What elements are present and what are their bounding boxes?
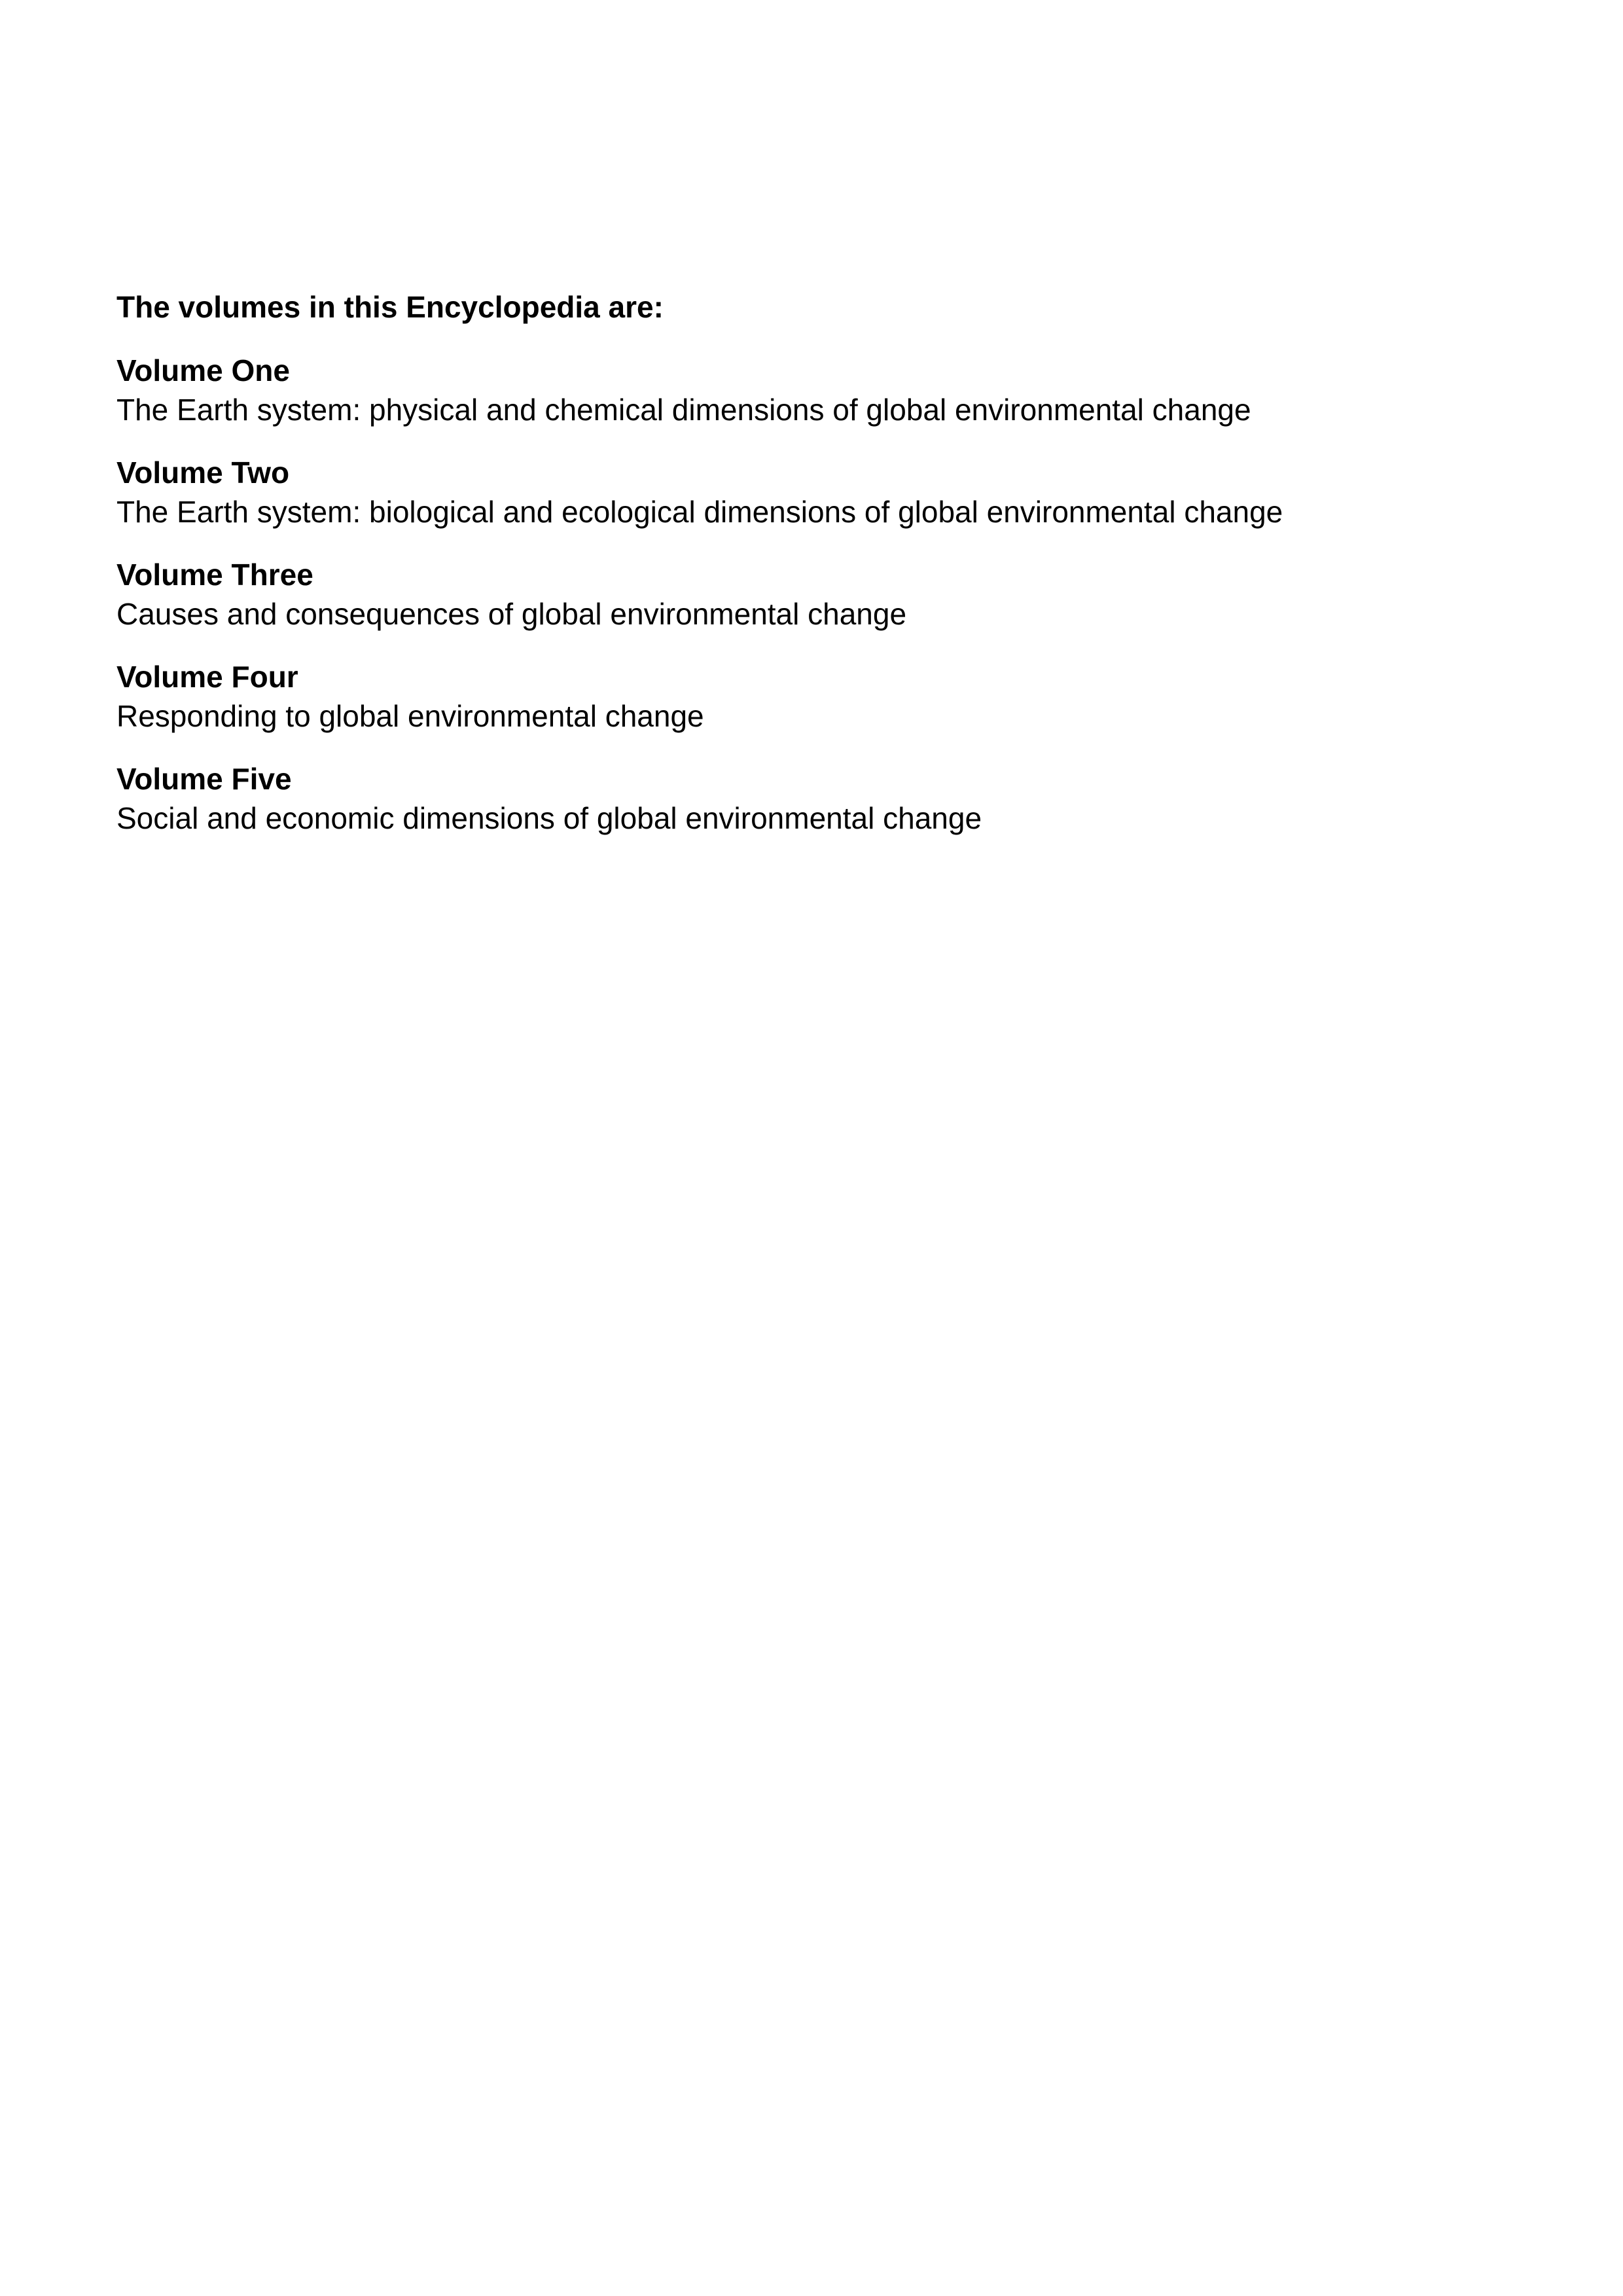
volume-title: Volume Five bbox=[116, 762, 292, 796]
volume-description: The Earth system: physical and chemical dimensions of global environmental change bbox=[116, 393, 1251, 427]
volume-description: Social and economic dimensions of global environmental change bbox=[116, 801, 982, 835]
volume-entry bbox=[116, 657, 1556, 736]
volume-description: Causes and consequences of global environmental change bbox=[116, 597, 907, 631]
volume-description: Responding to global environmental change bbox=[116, 699, 704, 733]
volume-entry bbox=[116, 351, 1556, 429]
volume-entry bbox=[116, 555, 1556, 634]
volume-entry bbox=[116, 759, 1556, 838]
volume-list-page bbox=[116, 287, 1556, 861]
volume-title: Volume One bbox=[116, 353, 290, 387]
volume-title: Volume Two bbox=[116, 456, 290, 490]
volume-entry bbox=[116, 453, 1556, 531]
volume-description: The Earth system: biological and ecological dimensions of global environmental change bbox=[116, 495, 1283, 529]
volume-title: Volume Three bbox=[116, 558, 313, 592]
intro-heading: The volumes in this Encyclopedia are: bbox=[116, 290, 664, 324]
volume-title: Volume Four bbox=[116, 660, 298, 694]
